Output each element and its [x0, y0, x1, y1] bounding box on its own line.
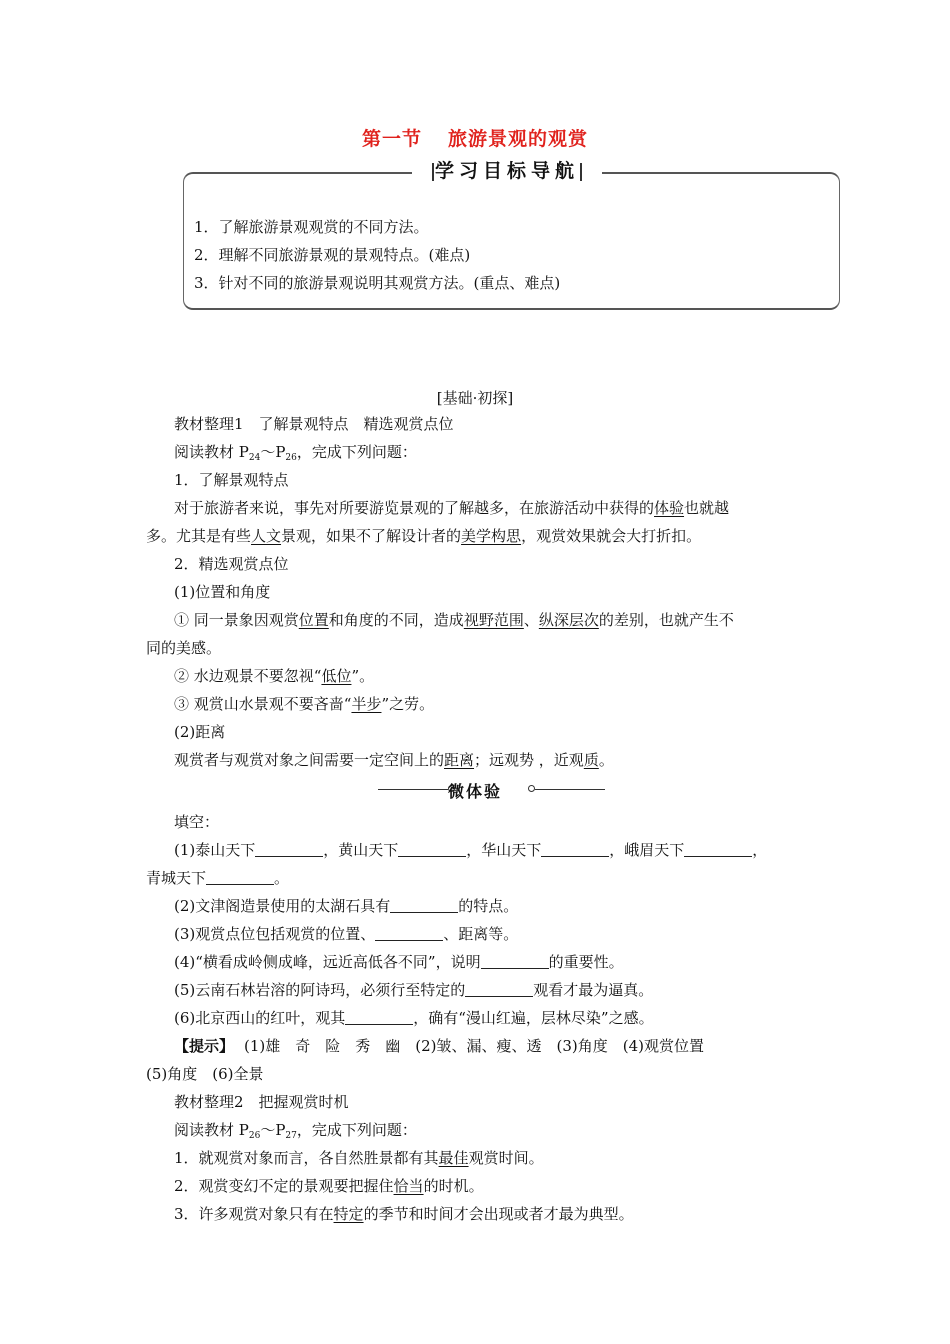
text-fragment: 1．就观赏对象而言，各自然胜景都有其 [174, 1149, 439, 1167]
text-fragment: 的特点。 [458, 897, 519, 915]
part2-heading: 教材整理2 把握观赏时机 [174, 1093, 349, 1111]
answer-underline: 人文 [251, 527, 282, 545]
part1-point-1-cont: 同的美感。 [146, 639, 222, 657]
fill-in-label: 填空： [174, 813, 220, 831]
text-fragment: ；远观势 ，近观 [474, 751, 584, 769]
answer-underline: 位置 [298, 611, 329, 629]
question-1-cont [146, 867, 289, 888]
text-fragment: 观赏者与观赏对象之间需要一定空间上的 [174, 751, 445, 769]
answer-underline: 距离 [444, 751, 475, 769]
answer-blank [206, 870, 274, 885]
learning-goals-header [412, 156, 602, 186]
title-section-number: 第一节 [361, 128, 422, 150]
answer-underline: 最佳 [438, 1149, 469, 1167]
text-fragment: ”之劳。 [381, 695, 435, 713]
page-title [0, 124, 950, 151]
text-fragment: ，完成下列问题： [296, 1121, 417, 1139]
text-fragment: 26 [285, 453, 297, 463]
text-fragment: 景观，如果不了解设计者的 [281, 527, 462, 545]
part1-read-instruction [174, 441, 417, 463]
text-fragment: (5)云南石林岩溶的阿诗玛，必须行至特定的 [174, 981, 466, 999]
text-fragment: 和角度的不同，造成 [328, 611, 464, 629]
answer-blank [481, 954, 549, 969]
part2-item-3 [174, 1203, 634, 1224]
header-bar-left [432, 163, 434, 181]
text-fragment: (3)观赏点位包括观赏的位置、 [174, 925, 376, 943]
answer-blank [255, 842, 323, 857]
goal-item: 2．理解不同旅游景观的景观特点。(难点) [194, 246, 471, 264]
question-5 [174, 979, 653, 1000]
text-fragment: 对于旅游者来说，事先对所要游览景观的了解越多，在旅游活动中获得的 [174, 499, 655, 517]
title-section-name: 旅游景观的观赏 [448, 128, 589, 150]
text-fragment: ，峨眉天下 [609, 841, 685, 859]
text-fragment: ，华山天下 [466, 841, 542, 859]
text-fragment: 。 [274, 869, 290, 887]
part1-subheading-2a: (1)位置和角度 [174, 583, 271, 601]
part1-point-3 [174, 693, 434, 714]
part1-subheading-2b: (2)距离 [174, 723, 226, 741]
question-4 [174, 951, 624, 972]
answer-blank [465, 982, 533, 997]
answer-underline: 美学构思 [461, 527, 522, 545]
text-fragment: 的差别，也就产生不 [598, 611, 734, 629]
text-fragment: (6)北京西山的红叶，观其 [174, 1009, 346, 1027]
answer-underline: 视野范围 [463, 611, 524, 629]
goal-item: 3．针对不同的旅游景观说明其观赏方法。(重点、难点) [194, 274, 561, 292]
text-fragment: 的重要性。 [548, 953, 624, 971]
answer-blank [390, 898, 458, 913]
text-fragment: 27 [285, 1131, 297, 1141]
part2-item-1 [174, 1147, 544, 1168]
answer-blank [684, 842, 752, 857]
answer-underline: 半步 [351, 695, 382, 713]
text-fragment: ”。 [351, 667, 375, 685]
header-bar-right [580, 163, 582, 181]
text-fragment: ，完成下列问题： [296, 443, 417, 461]
part1-point-1 [174, 609, 734, 630]
text-fragment: 观看才最为逼真。 [533, 981, 654, 999]
answer-blank [375, 926, 443, 941]
part1-distance-line [174, 749, 614, 770]
answer-blank [398, 842, 466, 857]
text-fragment: ② 水边观景不要忽视“ [174, 667, 322, 685]
part1-point-2 [174, 665, 374, 686]
learning-goals-header-text: 学习目标导航 [434, 160, 579, 182]
question-1 [174, 839, 767, 860]
part1-subheading-2: 2．精选观赏点位 [174, 555, 289, 573]
divider-dot-right [528, 785, 535, 792]
text-fragment: ，确有“漫山红遍，层林尽染”之感。 [413, 1009, 654, 1027]
part2-read-instruction [174, 1119, 417, 1141]
part1-subheading-1: 1．了解景观特点 [174, 471, 289, 489]
text-fragment: 青城天下 [146, 869, 207, 887]
section-tag: [基础·初探] [436, 389, 514, 407]
text-fragment: (1)雄 奇 险 秀 幽 (2)皱、漏、瘦、透 (3)角度 (4)观赏位置 [244, 1037, 705, 1055]
text-fragment: ～P [260, 1121, 286, 1139]
goal-item: 1．了解旅游景观观赏的不同方法。 [194, 218, 429, 236]
text-fragment: 的时机。 [423, 1177, 484, 1195]
answer-underline: 低位 [321, 667, 352, 685]
hint-tag: 【提示】 [174, 1037, 235, 1055]
answer-blank [541, 842, 609, 857]
part1-paragraph-line [146, 525, 701, 546]
hint-line-cont: (5)角度 (6)全景 [146, 1065, 264, 1083]
text-fragment: 。 [598, 751, 614, 769]
part2-item-2 [174, 1175, 484, 1196]
text-fragment: (1)泰山天下 [174, 841, 256, 859]
text-fragment: 2．观赏变幻不定的景观要把握住 [174, 1177, 394, 1195]
micro-experience-divider [0, 779, 950, 799]
text-fragment: 、距离等。 [443, 925, 519, 943]
text-fragment: 26 [248, 1131, 261, 1141]
text-fragment: 、 [523, 611, 539, 629]
micro-experience-label: 微体验 [447, 782, 502, 801]
text-fragment: ③ 观赏山水景观不要吝啬“ [174, 695, 352, 713]
text-fragment: 多。尤其是有些 [146, 527, 252, 545]
answer-underline: 质 [583, 751, 599, 769]
answer-underline: 体验 [654, 499, 685, 517]
text-fragment: 阅读教材 P [174, 1121, 249, 1139]
text-fragment: ～P [260, 443, 286, 461]
text-fragment: 24 [248, 453, 261, 463]
text-fragment: ， [752, 841, 768, 859]
question-6 [174, 1007, 654, 1028]
text-fragment: ① 同一景象因观赏 [174, 611, 299, 629]
part1-heading: 教材整理1 了解景观特点 精选观赏点位 [174, 415, 454, 433]
text-fragment: 3．许多观赏对象只有在 [174, 1205, 334, 1223]
answer-underline: 恰当 [393, 1177, 424, 1195]
text-fragment: 的季节和时间才会出现或者才最为典型。 [363, 1205, 634, 1223]
text-fragment: (2)文津阁造景使用的太湖石具有 [174, 897, 391, 915]
text-fragment: 也就越 [684, 499, 730, 517]
text-fragment: 观赏时间。 [468, 1149, 544, 1167]
answer-underline: 纵深层次 [538, 611, 599, 629]
question-2 [174, 895, 518, 916]
text-fragment: 阅读教材 P [174, 443, 249, 461]
text-fragment: (4)“横看成岭侧成峰，远近高低各不同”，说明 [174, 953, 481, 971]
answer-underline: 特定 [333, 1205, 364, 1223]
text-fragment: ，黄山天下 [323, 841, 399, 859]
hint-line [174, 1035, 704, 1056]
answer-blank [345, 1010, 413, 1025]
learning-goals-box [183, 172, 840, 310]
divider-rule-right [535, 789, 605, 790]
text-fragment: ，观赏效果就会大打折扣。 [521, 527, 702, 545]
question-3 [174, 923, 518, 944]
part1-paragraph-line [174, 497, 729, 518]
